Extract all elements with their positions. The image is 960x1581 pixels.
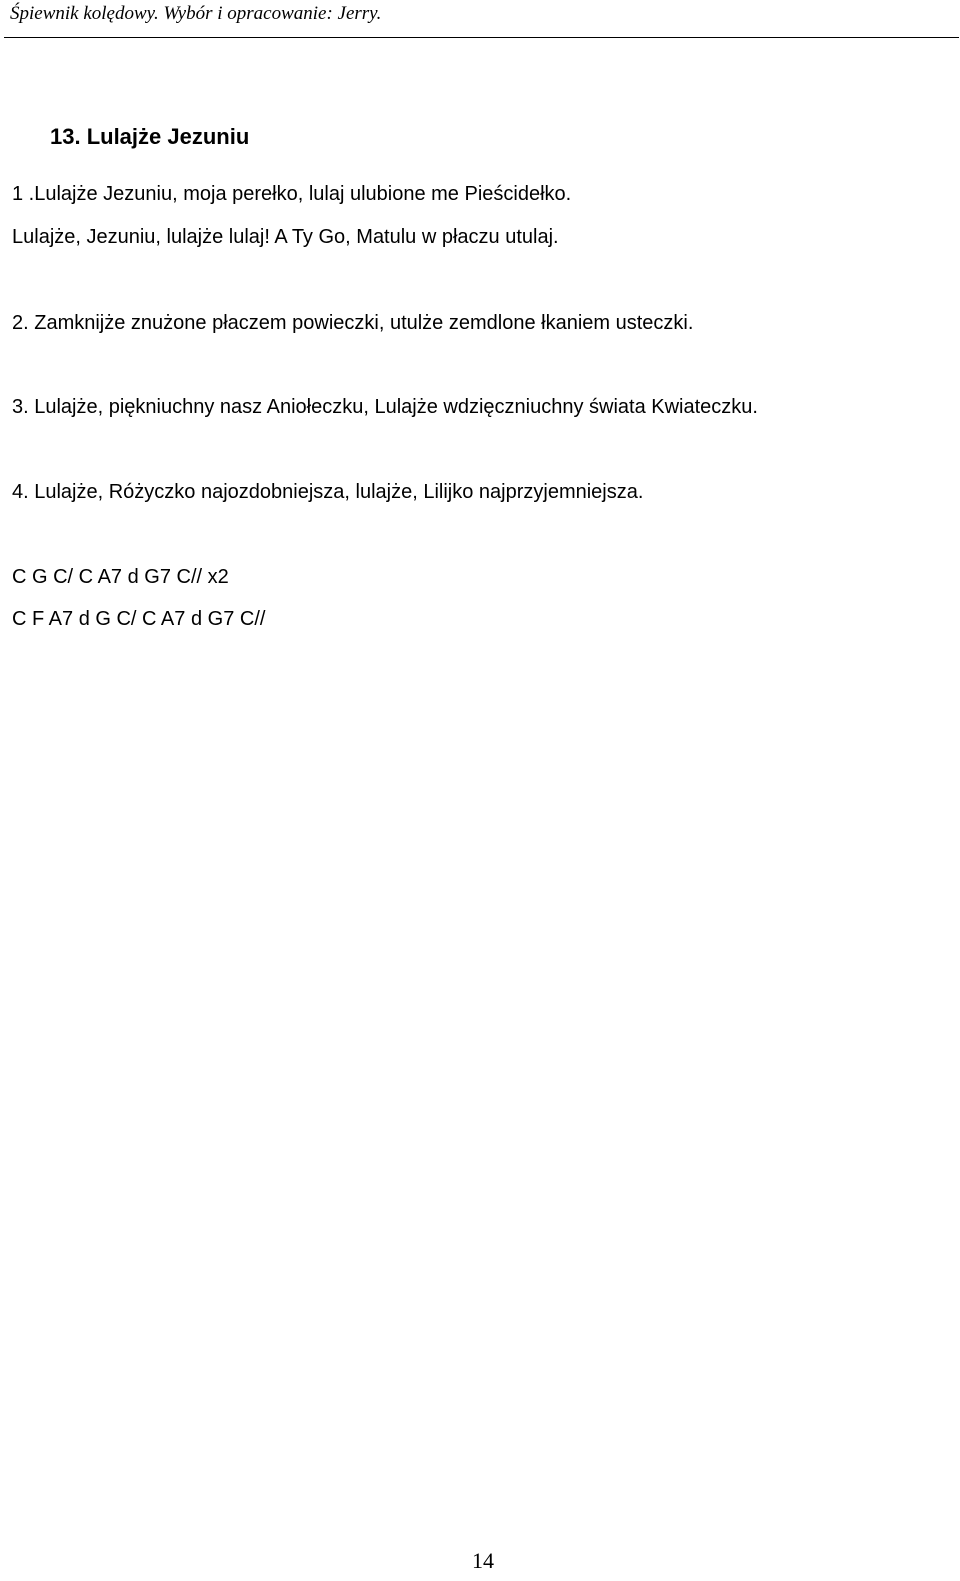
verse-line: Lulajże, Jezuniu, lulajże lulaj! A Ty Go, Matulu w płaczu utulaj. <box>12 226 559 248</box>
song-title: 13. Lulajże Jezuniu <box>50 124 250 149</box>
chord-line: C G C/ C A7 d G7 C// x2 <box>12 566 229 588</box>
header-divider <box>4 37 959 38</box>
verse-line: 2. Zamknijże znużone płaczem powieczki, utulże zemdlone łkaniem usteczki. <box>12 312 694 334</box>
verse-line: 1 .Lulajże Jezuniu, moja perełko, lulaj ulubione me Pieścidełko. <box>12 183 572 205</box>
chord-line: C F A7 d G C/ C A7 d G7 C// <box>12 608 266 630</box>
verse-line: 3. Lulajże, piękniuchny nasz Aniołeczku, Lulajże wdzięczniuchny świata Kwiateczku. <box>12 396 758 418</box>
running-header: Śpiewnik kolędowy. Wybór i opracowanie: Jerry. <box>10 3 382 24</box>
page-number: 14 <box>472 1548 494 1573</box>
verse-line: 4. Lulajże, Różyczko najozdobniejsza, lulajże, Lilijko najprzyjemniejsza. <box>12 481 644 503</box>
